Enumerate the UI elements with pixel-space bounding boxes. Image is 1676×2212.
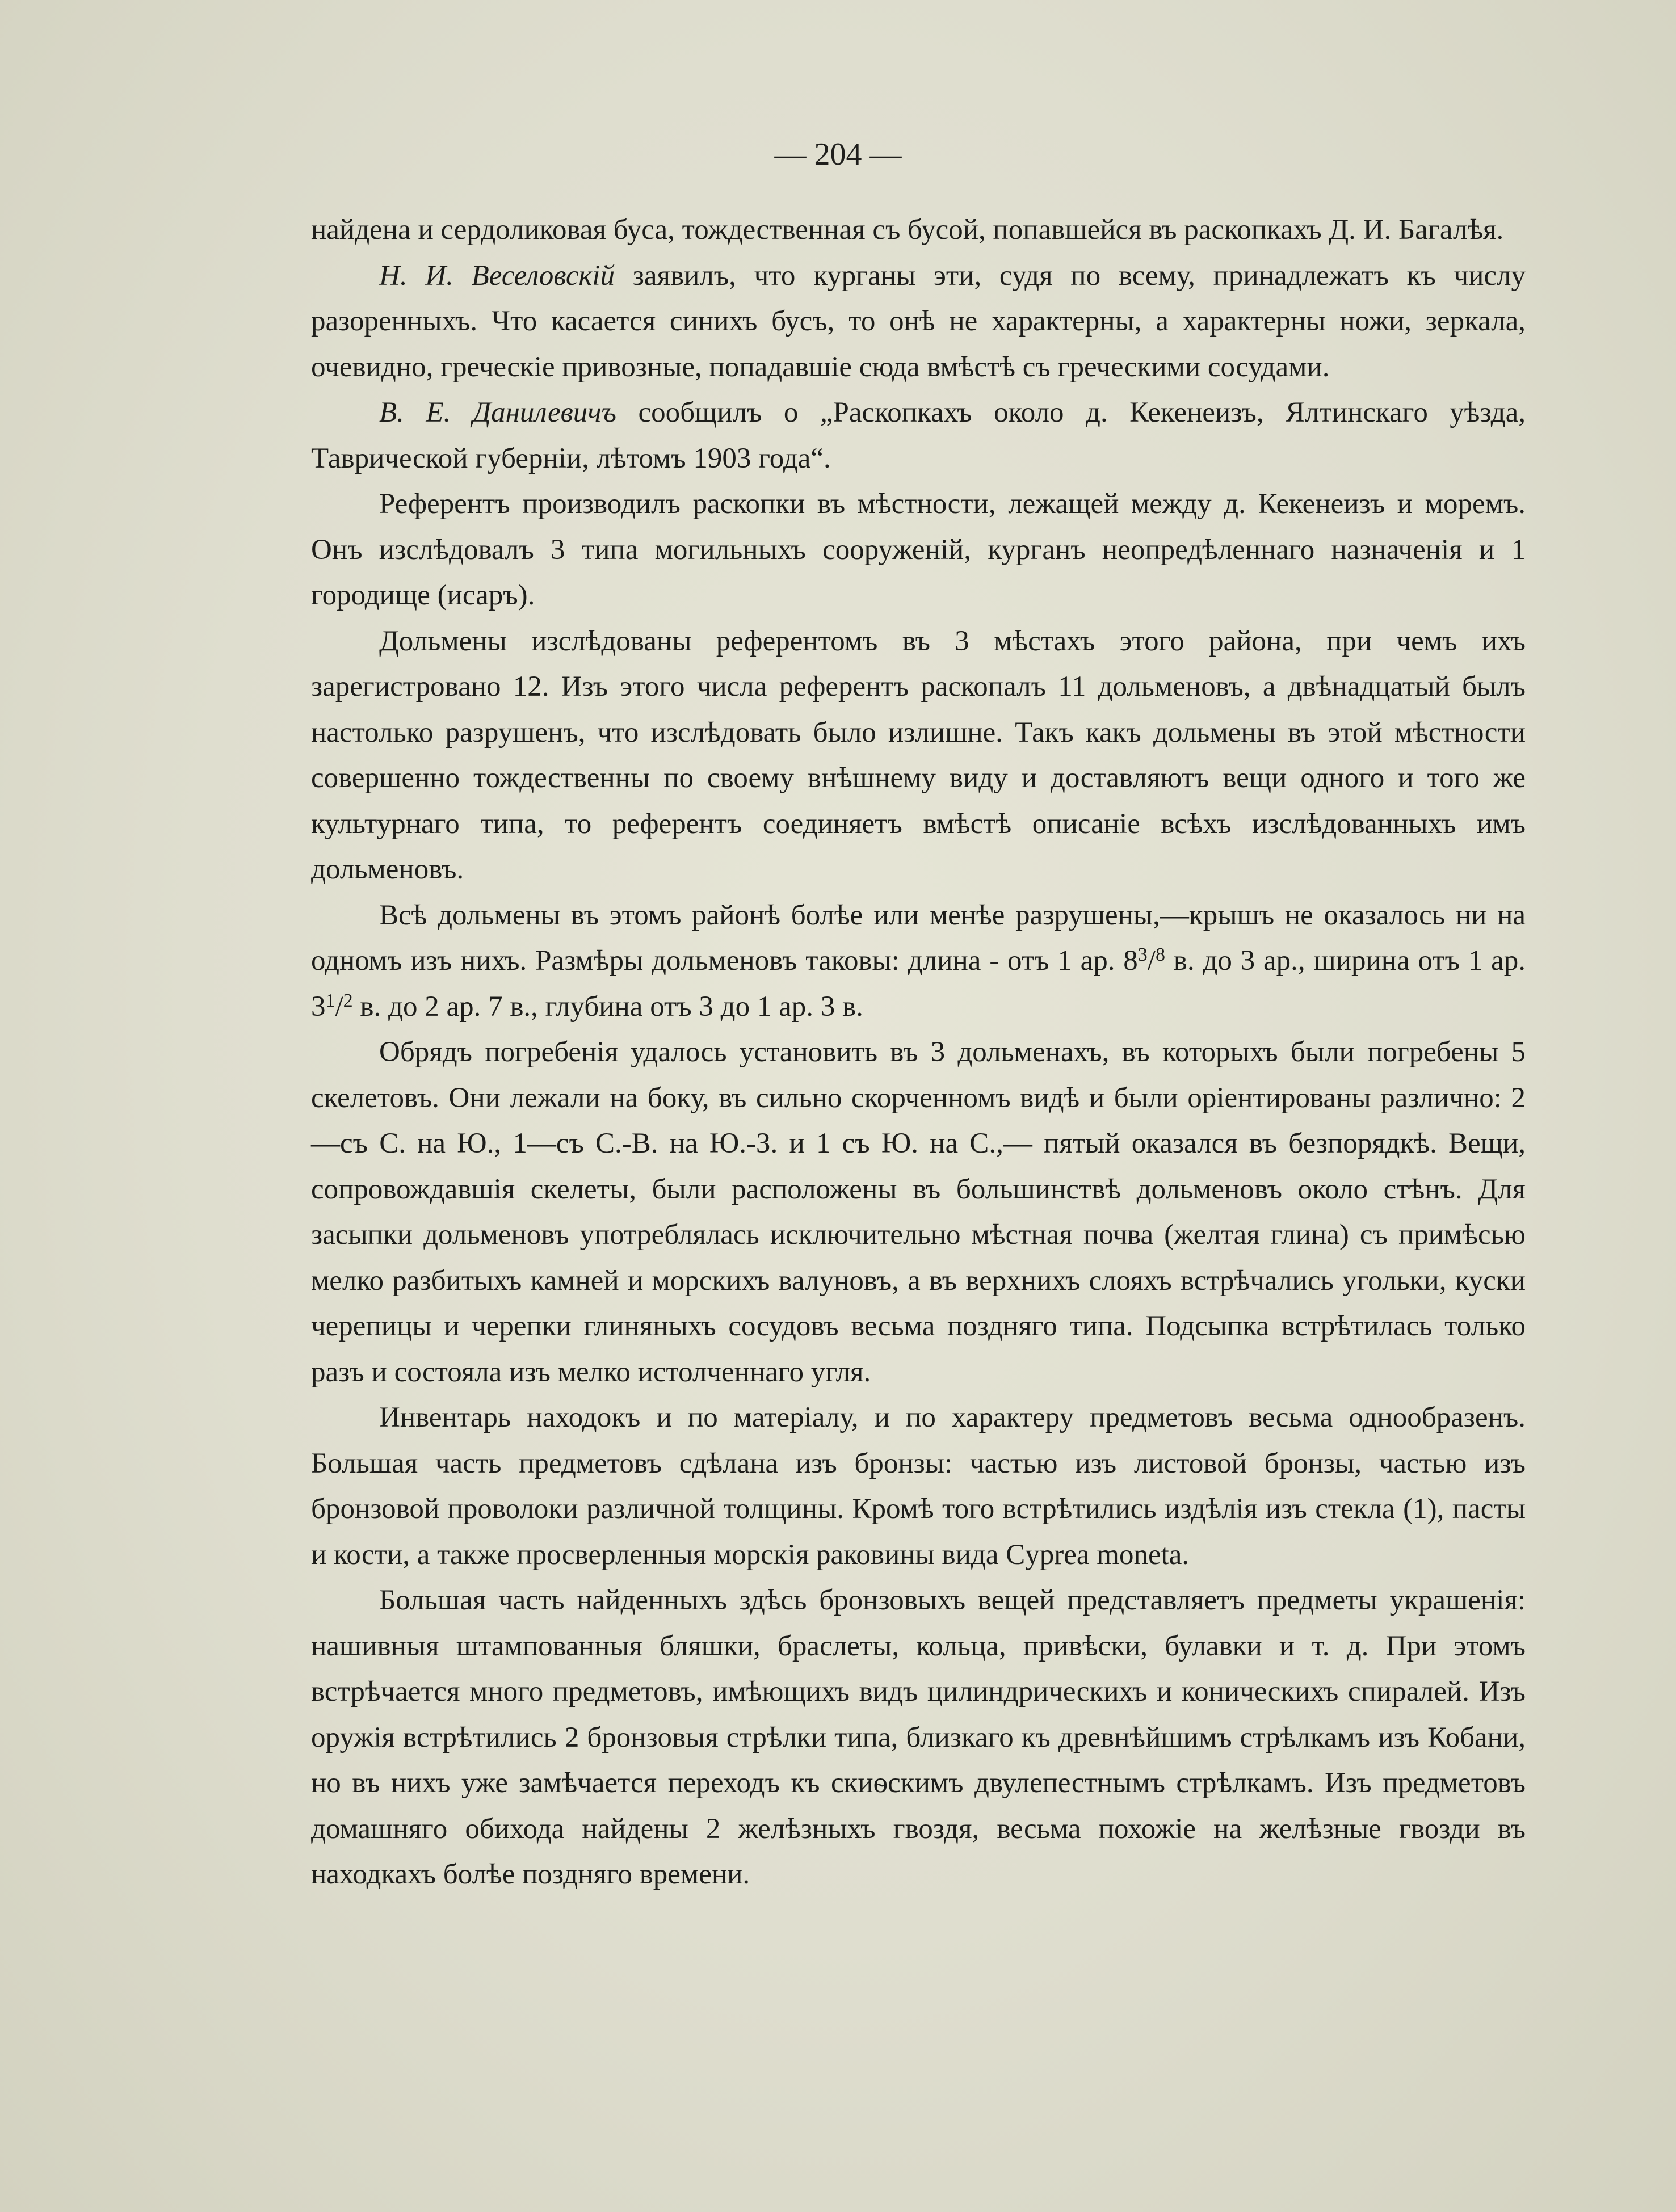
paragraph-text: сообщилъ о „Раскопкахъ около д. Кекенеизъ, Ялтинскаго уѣзда, Таврической губерніи, лѣтомъ 1903 года“.: [311, 397, 1526, 474]
paragraph-text-middle: в. до 3 ар., ширина отъ 1 ар. 3: [311, 945, 1526, 1023]
fraction-denominator: 2: [343, 990, 353, 1011]
speaker-name: Н. И. Веселовскій: [379, 259, 615, 292]
paragraph-text-end: в. до 2 ар. 7 в., глубина отъ 3 до 1 ар. 3 в.: [352, 990, 863, 1023]
paragraph-text-start: Всѣ дольмены въ этомъ районѣ болѣе или менѣе разрушены,—крышъ не оказалось ни на одномъ изъ нихъ. Размѣры дольменовъ таковы: длина - отъ 1 ар. 8: [311, 899, 1526, 977]
paragraph-dolmens-count: [311, 619, 1526, 893]
paragraph-text: Дольмены изслѣдованы референтомъ въ 3 мѣстахъ этого района, при чемъ ихъ зарегистровано 12. Изъ этого числа референтъ раскопалъ 11 дольменовъ, а двѣнадцатый былъ настолько разрушенъ, что изслѣдовать было излишне. Такъ какъ дольмены въ этой мѣстности совершенно тождественны по своему внѣшнему виду и доставляютъ вещи одного и того же культурнаго типа, то референтъ соединяетъ вмѣстѣ описаніе всѣхъ изслѣдованныхъ имъ дольменовъ.: [311, 625, 1526, 885]
paragraph-bronze-items: [311, 1578, 1526, 1898]
paragraph-text: Инвентарь находокъ и по матеріалу, и по характеру предметовъ весьма однообразенъ. Большая часть предметовъ сдѣлана изъ бронзы: частью изъ листовой бронзы, частью изъ бронзовой проволоки различной толщины. Кромѣ того встрѣтились издѣлія изъ стекла (1), пасты и кости, а также просверленныя морскія раковины вида Cyprea moneta.: [311, 1402, 1526, 1571]
fraction-numerator: 3: [1137, 944, 1148, 965]
fraction-slash: /: [335, 990, 343, 1023]
fraction-slash: /: [1147, 945, 1156, 977]
paragraph-text: найдена и сердоликовая буса, тождественная съ бусой, попавшейся въ раскопкахъ Д. И. Багалѣя.: [311, 214, 1504, 246]
paragraph-text: заявилъ, что курганы эти, судя по всему, принадлежатъ къ числу разоренныхъ. Что касается синихъ бусъ, то онѣ не характерны, а характерны ножи, зеркала, очевидно, греческіе привозные, попадавшіе сюда вмѣстѣ съ греческими сосудами.: [311, 259, 1526, 383]
paragraph-inventory: [311, 1395, 1526, 1578]
fraction-denominator: 8: [1155, 944, 1165, 965]
paragraph-text: Большая часть найденныхъ здѣсь бронзовыхъ вещей представляетъ предметы украшенія: нашивныя штампованныя бляшки, браслеты, кольца, привѣски, булавки и т. д. При этомъ встрѣчается много предметовъ, имѣющихъ видъ цилиндрическихъ и коническихъ спиралей. Изъ оружія встрѣтились 2 бронзовыя стрѣлки типа, близкаго къ древнѣйшимъ стрѣлкамъ изъ Кобани, но въ нихъ уже замѣчается переходъ къ скиѳскимъ двулепестнымъ стрѣлкамъ. Изъ предметовъ домашняго обихода найдены 2 желѣзныхъ гвоздя, весьма похожіе на желѣзные гвозди въ находкахъ болѣе поздняго времени.: [311, 1584, 1526, 1890]
paragraph-danilevich: [311, 390, 1526, 481]
paragraph-text: Обрядъ погребенія удалось установить въ 3 дольменахъ, въ которыхъ были погребены 5 скелетовъ. Они лежали на боку, въ сильно скорченномъ видѣ и были оріентированы различно: 2—съ С. на Ю., 1—съ С.-В. на Ю.-З. и 1 съ Ю. на С.,— пятый оказался въ безпорядкѣ. Вещи, сопровождавшія скелеты, были расположены въ большинствѣ дольменовъ около стѣнъ. Для засыпки дольменовъ употреблялась исключительно мѣстная почва (желтая глина) съ примѣсью мелко разбитыхъ камней и морскихъ валуновъ, а въ верхнихъ слояхъ встрѣчались угольки, куски черепицы и черепки глиняныхъ сосудовъ весьма поздняго типа. Подсыпка встрѣтилась только разъ и состояла изъ мелко истолченнаго угля.: [311, 1036, 1526, 1388]
paragraph-continuation: [311, 207, 1526, 253]
fraction-numerator: 1: [325, 990, 335, 1011]
paragraph-excavation-site: [311, 481, 1526, 619]
paragraph-veselovsky: [311, 253, 1526, 390]
page-number: — 204 —: [774, 137, 902, 172]
paragraph-burial-rite: [311, 1029, 1526, 1395]
paragraph-dolmen-sizes: [311, 893, 1526, 1030]
speaker-name: В. Е. Данилевичъ: [379, 397, 617, 428]
paragraph-text: Референтъ производилъ раскопки въ мѣстности, лежащей между д. Кекенеизъ и моремъ. Онъ изслѣдовалъ 3 типа могильныхъ сооруженій, курганъ неопредѣленнаго назначенія и 1 городище (исаръ).: [311, 488, 1526, 611]
body-text: [311, 207, 1526, 1898]
